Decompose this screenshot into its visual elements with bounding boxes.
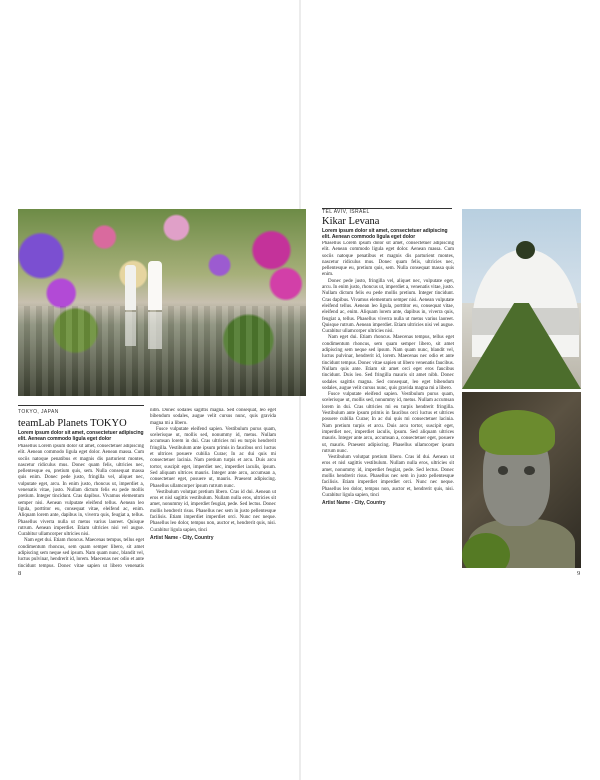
page-number: 8 — [18, 570, 22, 577]
photo-credit-right: Artist Name - City, Country — [322, 500, 386, 507]
heading-rule — [18, 405, 144, 406]
dome-photo — [462, 209, 581, 389]
hero-photo — [18, 209, 306, 396]
article-title: teamLab Planets TOKYO — [18, 418, 127, 429]
column-spacer — [150, 405, 276, 406]
article-subtitle: Lorem ipsum dolor sit amet, consectetuer adipiscing elit. Aenean commodo ligula eget dolor — [18, 430, 144, 442]
location-label: TOKYO, JAPAN — [18, 409, 59, 415]
body-column-1 — [18, 444, 144, 568]
paragraph: Vestibulum volutpat pretium libero. Cras id dui. Aenean ut eros et nisl sagittis vestibulum. Nullam nulla eros, ultricies sit amet, nonummy id, imperdiet feugiat, pede. Sed lectus. Donec mollis hendrerit risus. Phasellus nec sem in justo pellentesque facilisis. Etiam imperdiet imperdiet orci. Nunc nec neque. Phasellus leo dolor, tempus non, auctor et, hendrerit quis, nisi. Curabitur ligula sapien, tinci — [150, 489, 276, 533]
paragraph: Nam eget dui. Etiam rhoncus. Maecenas tempus, tellus eget condimentum rhoncus, sem quam semper libero, sit amet adipiscing sem neque sed ipsum. Nam quam nunc, blandit vel, luctus pulvinar, hendrerit id, lorem. Maecenas nec odio et ante tincidunt tempus. Donec vitae sapien ut libero venenatis faucibus. Nullam quis ante. Etiam sit amet orci eget eros faucibus tincidunt. Duis leo. Sed fringilla mauris sit amet nibh. Donec sodales sagittis magna. Sed consequat, leo eget bibendum sodales, augue velit cursus nunc, quis gravida magna mi a libero. — [322, 335, 454, 391]
photo-credit: Artist Name - City, Country — [150, 534, 214, 541]
statue-photo — [462, 392, 581, 568]
article-title-right: Kikar Levana — [322, 216, 380, 227]
paragraph: nibh. Donec sodales sagittis magna. Sed consequat, leo eget bibendum sodales, augue velit cursus nunc, quis gravida magna mi a libero. — [150, 408, 276, 426]
article-subtitle-right: Lorem ipsum dolor sit amet, consectetuer adipiscing elit. Aenean commodo ligula eget dolor — [322, 228, 448, 240]
body-column-right — [322, 241, 454, 568]
location-label-right: TEL AVIV, ISRAEL — [322, 209, 370, 215]
paragraph: Phasellus Lorem ipsum dolor sit amet, consectetuer adipiscing elit. Aenean commodo ligula eget dolor. Aenean massa. Cum sociis natoque penatibus et magnis dis parturient montes, nascetur ridiculus mus. Donec quam felis, ultricies nec, pellentesque eu, pretium quis, sem. Nulla consequat massa quis enim. Donec pede justo, fringilla vel, aliquet nec, vulputate eget, arcu. In enim justo, rhoncus ut, imperdiet a, venenatis vitae, justo. Nullam dictum felis eu pede mollis pretium. Integer tincidunt. Cras dapibus. Vivamus elementum semper nisi. Aenean vulputate eleifend tellus. Aenean leo ligula, porttitor eu, consequat vitae, eleifend ac, enim. Aliquam lorem ante, dapibus in, viverra quis, feugiat a, tellus. Phasellus viverra nulla ut metus varius laoreet. Quisque rutrum. Aenean imperdiet. Etiam ultricies nisi vel augue. Curabitur ullamcorper ultricies nisi. — [18, 444, 144, 538]
paragraph: Nam eget dui. Etiam rhoncus. Maecenas tempus, tellus eget condimentum rhoncus, sem quam semper libero, sit amet adipiscing sem neque sed ipsum. Nam quam nunc, blandit vel, luctus pulvinar, hendrerit id, lorem. Maecenas nec odio et ante tincidunt tempus. Donec vitae sapien ut libero venenatis — [18, 538, 144, 568]
page-number-right: 9 — [577, 570, 581, 577]
body-column-2 — [150, 408, 276, 568]
paragraph: Vestibulum volutpat pretium libero. Cras id dui. Aenean ut eros et nisl sagittis vestibulum. Nullam nulla eros, ultricies sit amet, nonummy id, imperdiet feugiat, pede. Sed lectus. Donec mollis hendrerit risus. Phasellus nec sem in justo pellentesque facilisis. Etiam imperdiet imperdiet orci. Nunc nec neque. Phasellus leo dolor, tempus non, auctor et, hendrerit quis, nisi. Curabitur ligula sapien, tinci — [322, 455, 454, 498]
paragraph: Fusce vulputate eleifend sapien. Vestibulum purus quam, scelerisque ut, mollis sed, nonummy id, metus. Nullam accumsan lorem in dui. Cras ultricies mi eu turpis hendrerit fringilla. Vestibulum ante ipsum primis in faucibus orci luctus et ultrices posuere cubilia Curae; In ac dui quis mi consectetuer lacinia. Nam pretium turpis et arcu. Duis arcu tortor, suscipit eget, imperdiet nec, imperdiet iaculis, ipsum. Sed aliquam ultrices mauris. Integer ante arcu, accumsan a, consectetuer eget, posuere ut, mauris. Praesent adipiscing. Phasellus ullamcorper ipsum rutrum nunc. — [322, 392, 454, 454]
paragraph: Phasellus Lorem ipsum dolor sit amet, consectetuer adipiscing elit. Aenean commodo ligula eget dolor. Aenean massa. Cum sociis natoque penatibus et magnis dis parturient montes, nascetur ridiculus mus. Donec quam felis, ultricies nec, pellentesque eu, pretium quis, sem. Nulla consequat massa quis enim. — [322, 241, 454, 278]
paragraph: Fusce vulputate eleifend sapien. Vestibulum purus quam, scelerisque ut, mollis sed, nonummy id, metus. Nullam accumsan lorem in dui. Cras ultricies mi eu turpis hendrerit fringilla. Vestibulum ante ipsum primis in faucibus orci luctus et ultrices posuere cubilia Curae; In ac dui quis mi consectetuer lacinia. Nam pretium turpis et arcu. Duis arcu tortor, suscipit eget, imperdiet nec, imperdiet iaculis, ipsum. Sed aliquam ultrices mauris. Integer ante arcu, accumsan a, consectetuer eget, posuere ut, mauris. Praesent adipiscing. Phasellus ullamcorper ipsum rutrum nunc. — [150, 426, 276, 489]
paragraph: Donec pede justo, fringilla vel, aliquet nec, vulputate eget, arcu. In enim justo, rhoncus ut, imperdiet a, venenatis vitae, justo. Nullam dictum felis eu pede mollis pretium. Integer tincidunt. Cras dapibus. Vivamus elementum semper nisi. Aenean vulputate eleifend tellus. Aenean leo ligula, porttitor eu, consequat vitae, eleifend ac, enim. Aliquam lorem ante, dapibus in, viverra quis, feugiat a, tellus. Phasellus viverra nulla ut metus varius laoreet. Quisque rutrum. Aenean imperdiet. Etiam ultricies nisi vel augue. Curabitur ullamcorper ultricies nisi. — [322, 278, 454, 335]
